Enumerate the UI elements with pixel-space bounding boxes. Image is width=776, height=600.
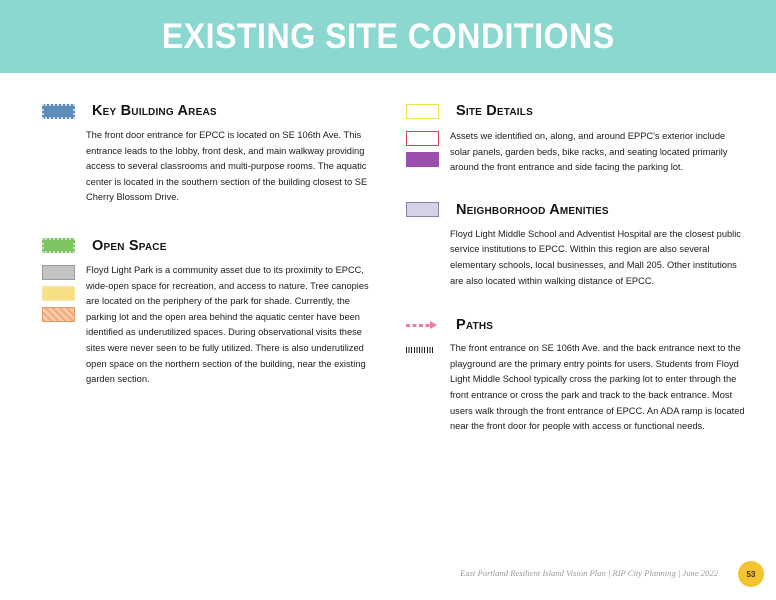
page-footer — [0, 560, 776, 600]
page-header-banner — [0, 0, 776, 73]
green-dotted-swatch-icon — [42, 238, 75, 253]
swatch-group — [406, 202, 450, 217]
yellow-outline-swatch-icon — [406, 104, 439, 119]
lavender-swatch-icon — [406, 202, 439, 217]
swatch-group — [42, 104, 86, 119]
footer-credit: East Portland Resilient Island Vision Plan | RIP City Planning | June 2022 — [460, 568, 718, 578]
swatch-group — [42, 238, 86, 253]
section-title: Neighborhood Amenities — [456, 201, 609, 218]
section-title: Open Space — [92, 237, 167, 254]
arrow-head — [430, 321, 437, 329]
section-header — [406, 200, 746, 220]
section-title: Site Details — [456, 103, 533, 119]
section-title: Key Building Areas — [92, 103, 217, 119]
section-neighborhood-amenities — [406, 200, 746, 289]
swatch-group — [406, 318, 450, 333]
section-key-building-areas — [42, 101, 372, 206]
page-number-badge: 53 — [738, 561, 764, 587]
swatch-group-secondary — [42, 261, 86, 328]
orange-hatched-swatch-icon — [42, 307, 75, 322]
page-title: EXISTING SITE CONDITIONS — [161, 16, 615, 56]
section-body — [406, 127, 746, 176]
path-tick-marks — [406, 347, 434, 353]
section-header — [406, 315, 746, 335]
section-paragraph: Floyd Light Park is a community asset due to its proximity to EPCC, wide-open space for recreation, and access to nature. Tree canopies are located on the periphery of the park for shade. Currently, the parking lot and the open area behind the aquatic center have been identified as underutilized spaces. During observational visits these sites were never seen to be fully utilized. There is also underutilized open space on the northern section of the building, near the existing garden section. — [86, 264, 369, 385]
section-site-details — [406, 101, 746, 176]
pink-dashed-arrow-icon — [406, 318, 439, 333]
section-paragraph: The front door entrance for EPCC is located on SE 106th Ave. This entrance leads to the lobby, front desk, and main walkway providing access to several classrooms and multi-purpose rooms. The aquatic center is located in the southern section of the building closest to SE Cherry Blossom Drive. — [86, 130, 368, 203]
section-paths — [406, 315, 746, 435]
section-body — [42, 126, 372, 206]
blue-dotted-swatch-icon — [42, 104, 75, 119]
swatch-group-secondary — [406, 127, 450, 173]
red-outline-swatch-icon — [406, 131, 439, 146]
swatch-group — [406, 104, 450, 119]
section-header — [42, 101, 372, 121]
section-paragraph: Assets we identified on, along, and around EPPC's exterior include solar panels, garden beds, bike racks, and seating located primarily around the front entrance and side facing the parking lot. — [450, 131, 728, 173]
section-body — [42, 261, 372, 388]
swatch-group-secondary — [406, 339, 450, 343]
section-body — [406, 339, 746, 435]
right-column — [406, 73, 746, 439]
section-title: Paths — [456, 317, 494, 334]
gray-swatch-icon — [42, 265, 75, 280]
section-header — [42, 236, 372, 256]
left-column — [42, 73, 372, 392]
section-paragraph: Floyd Light Middle School and Adventist Hospital are the closest public service institutions to EPCC. Within this region are also several elementary schools, local businesses, and Mall 205. Other institutions are also located within walking distance of EPCC. — [450, 228, 741, 286]
slide-content — [0, 73, 776, 553]
swatch-spacer — [42, 126, 86, 130]
purple-swatch-icon — [406, 152, 439, 167]
section-body — [406, 225, 746, 289]
swatch-spacer — [406, 225, 450, 229]
yellow-dotted-swatch-icon — [42, 286, 75, 301]
section-paragraph: The front entrance on SE 106th Ave. and the back entrance next to the playground are the primary entry points for users. Students from Floyd Light Middle School typically cross the parking lot to enter through the front entrance or cross the park and track to the back entrance. Most users walk through the front entrance of EPCC. An ADA ramp is located near the front door for people with access or functional needs. — [450, 343, 745, 432]
section-header — [406, 101, 746, 121]
section-open-space — [42, 236, 372, 388]
arrow-dash-line — [406, 324, 430, 328]
